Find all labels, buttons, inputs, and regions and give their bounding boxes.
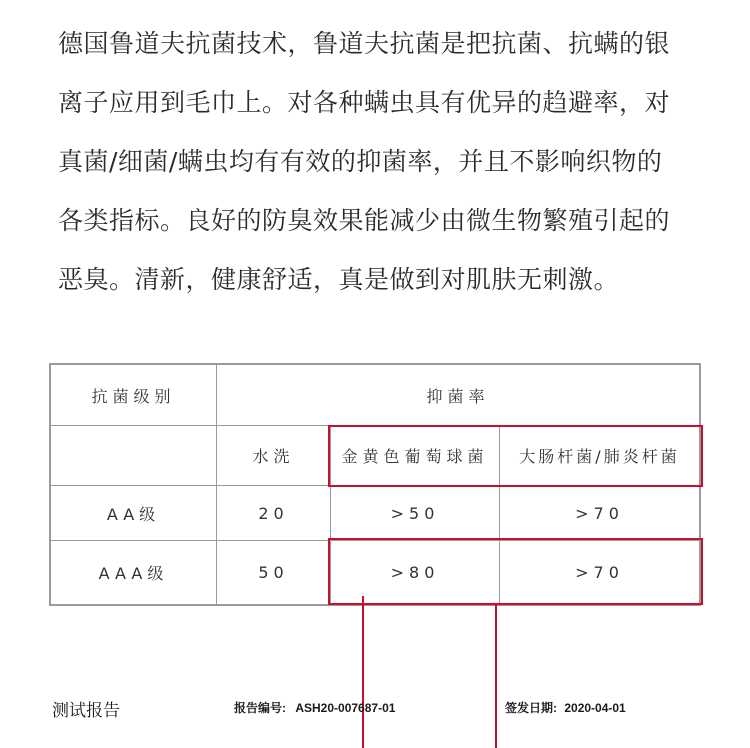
paragraph-line: 恶臭。清新，健康舒适，真是做到对肌肤无刺激。 [58,265,620,294]
table-row-grade: AAA级 [98,564,169,583]
highlight-pointer-line [495,604,497,748]
table-row-ecoli: >70 [575,563,624,582]
header-grade: 抗菌级别 [91,386,176,406]
issue-date [505,699,626,716]
table-row-ecoli: >70 [575,503,624,523]
report-title: 测试报告 [52,701,120,721]
report-number [234,699,395,716]
paragraph-line: 各类指标。良好的防臭效果能减少由微生物繁殖引起的 [58,206,671,235]
subheader-staph: 金黄色葡萄球菌 [341,447,489,466]
subheader-wash: 水洗 [252,447,295,466]
report-number-label: 报告编号: [234,701,286,715]
paragraph-line: 离子应用到毛巾上。对各种螨虫具有优异的趋避率，对 [58,88,671,117]
description-paragraph [58,18,718,313]
highlight-box-header [328,425,703,487]
table-row-wash: 20 [258,503,289,523]
paragraph-line: 真菌/细菌/螨虫均有有效的抑菌率，并且不影响织物的 [58,147,663,176]
paragraph-line: 德国鲁道夫抗菌技术，鲁道夫抗菌是把抗菌、抗螨的银 [58,29,671,58]
issue-date-value: 2020-04-01 [564,701,626,715]
header-rate: 抑菌率 [426,386,490,406]
issue-date-label: 签发日期: [505,701,557,715]
table-row-wash: 50 [258,563,289,582]
subheader-ecoli: 大肠杆菌/肺炎杆菌 [519,447,680,466]
table-row-staph: >80 [390,563,440,582]
table-row-staph: >50 [390,503,440,523]
report-number-value: ASH20-007687-01 [295,701,396,715]
highlight-pointer-line [362,596,364,748]
highlight-box-aaa-row [328,538,703,605]
table-row-grade: AA级 [106,504,161,524]
